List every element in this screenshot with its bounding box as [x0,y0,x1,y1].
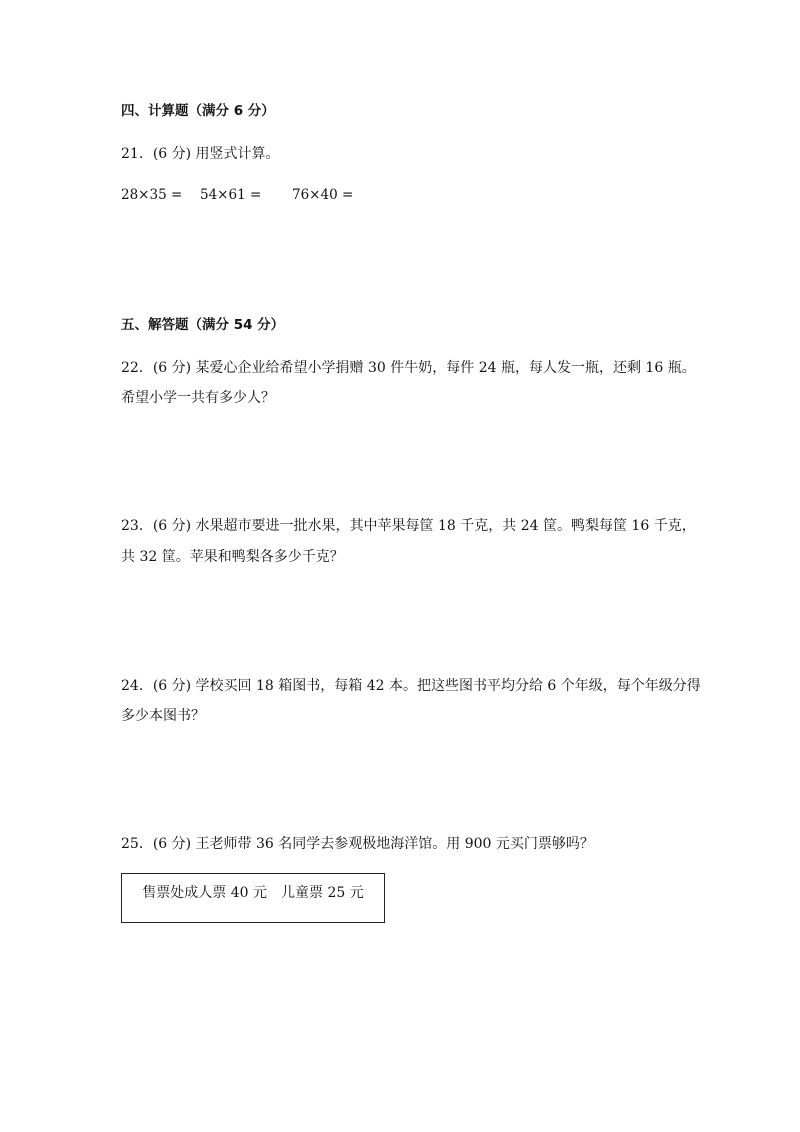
calc-expression-2: 54×61 = [200,187,262,203]
section-5-heading: 五、解答题（满分 54 分） [121,317,285,333]
question-23-line-2: 共 32 筐。苹果和鸭梨各多少千克？ [121,549,344,565]
section-4-heading: 四、计算题（满分 6 分） [121,103,275,119]
question-25-line-1: 25．(6 分) 王老师带 36 名同学去参观极地海洋馆。用 900 元买门票够吗？ [121,836,594,852]
question-24-line-2: 多少本图书？ [121,708,205,724]
question-23-line-1: 23．(6 分) 水果超市要进一批水果，其中苹果每筐 18 千克，共 24 筐。鸭梨每筐 16 千克， [121,518,696,534]
ticket-price-text: 售票处成人票 40 元 儿童票 25 元 [142,885,364,901]
question-24-line-1: 24．(6 分) 学校买回 18 箱图书，每箱 42 本。把这些图书平均分给 6 个年级，每个年级分得 [121,678,701,694]
question-22-line-1: 22．(6 分) 某爱心企业给希望小学捐赠 30 件牛奶，每件 24 瓶，每人发一瓶，还剩 16 瓶。 [121,360,696,376]
question-22-line-2: 希望小学一共有多少人？ [121,390,275,406]
calc-expression-1: 28×35 = [121,187,183,203]
question-21-text: 21．(6 分) 用竖式计算。 [121,146,280,162]
ticket-price-box [121,873,385,923]
calc-expression-3: 76×40 = [292,187,354,203]
